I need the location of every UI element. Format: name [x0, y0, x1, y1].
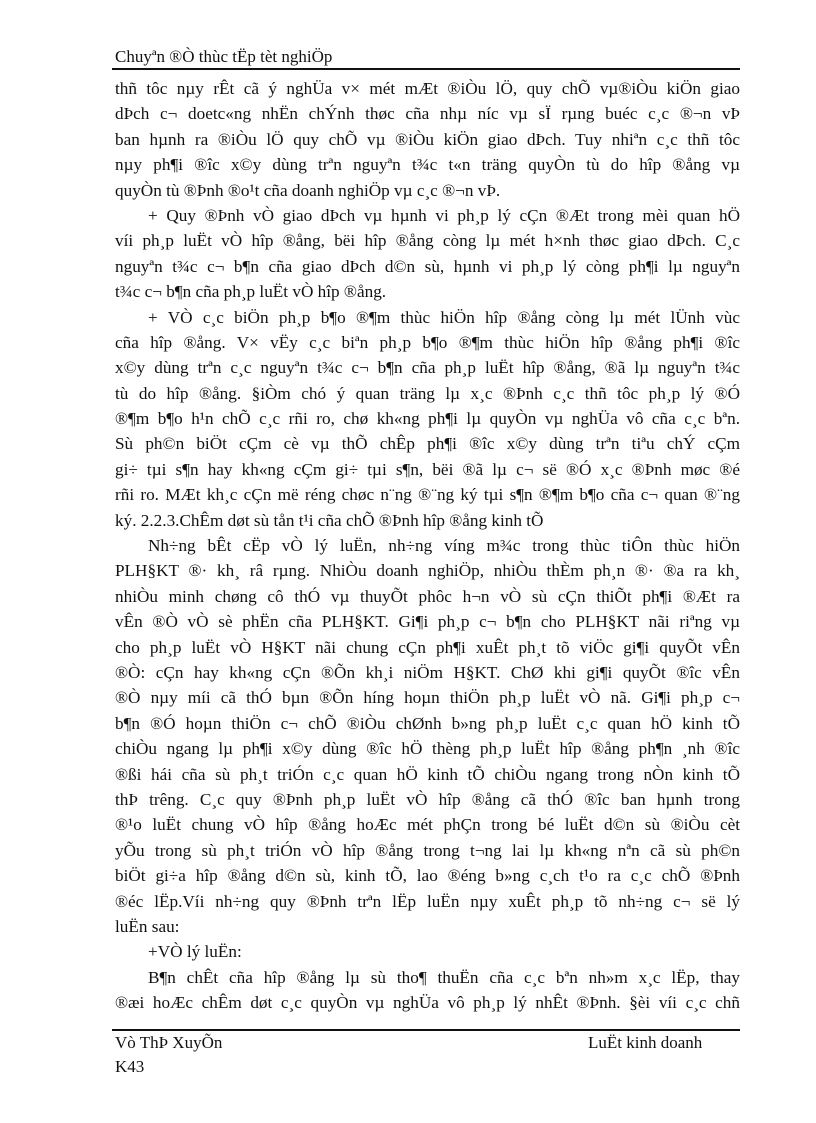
text-line: tù do hîp ®ång. §iÒm chó ý quan träng lµ x¸c ®Þnh c¸c thñ tôc ph¸p lý ®Ó	[115, 383, 740, 403]
text-line: quyÒn tù ®Þnh ®o¹t cña doanh nghiÖp vµ c¸c ®¬n vÞ.	[115, 180, 501, 200]
text-line: ®Ò nµy míi cã thÓ bµn ®Õn híng hoµn thiÖn ph¸p luËt vÒ nã. Gi¶i ph¸p c¬	[115, 688, 740, 708]
text-line: +VÒ lý luËn:	[148, 942, 242, 962]
text-line: x©y dùng trªn c¸c nguyªn t¾c c¬ b¶n cña ph¸p luËt hîp ®ång, ®ã lµ nguyªn t¾c	[115, 358, 740, 378]
text-line: nµy ph¶i ®îc x©y dùng trªn nguyªn t¾c t«n träng quyÒn tù do hîp ®ång vµ	[115, 155, 740, 175]
text-line: nguyªn t¾c c¬ b¶n cña giao dÞch d©n sù, hµnh vi ph¸p lý còng ph¶i lµ nguyªn	[115, 256, 740, 276]
text-line: yÕu trong sù ph¸t triÓn vÒ hîp ®ång trong t¬ng lai lµ kh«ng nªn cã sù ph©n	[115, 840, 740, 860]
text-line: B¶n chÊt cña hîp ®ång lµ sù tho¶ thuËn cña c¸c bªn nh»m x¸c lËp, thay	[148, 967, 740, 987]
footer-author: Vò ThÞ XuyÕn	[115, 1033, 223, 1052]
header-divider	[112, 68, 740, 70]
text-line: Sù ph©n biÖt cÇm cè vµ thÕ chÊp ph¶i ®îc x©y dùng trªn tiªu chÝ cÇm	[115, 434, 740, 454]
text-line: vÊn ®Ò vÒ sè phËn cña PLH§KT. Gi¶i ph¸p c¬ b¶n cho PLH§KT nãi riªng vµ	[115, 612, 740, 632]
footer-class: K43	[115, 1057, 145, 1076]
text-line: ®¹o luËt chung vÒ hîp ®ång hoÆc mét phÇn trong bé luËt d©n sù ®iÒu cèt	[115, 815, 740, 835]
footer-divider	[112, 1029, 740, 1031]
text-line: rñi ro. MÆt kh¸c cÇn më réng chøc n¨ng ®¨ng ký tµi s¶n ®¶m b¶o cña c¬ quan ®¨ng	[115, 485, 740, 505]
text-line: + Quy ®Þnh vÒ giao dÞch vµ hµnh vi ph¸p lý cÇn ®Æt trong mèi quan hÖ	[148, 205, 740, 225]
text-line: ®¶m b¶o h¹n chÕ c¸c rñi ro, chø kh«ng ph¶i lµ quyÒn vµ nghÜa vô cña c¸c bªn.	[115, 409, 740, 429]
text-line: PLH§KT ®· kh¸ râ rµng. NhiÒu doanh nghiÖp, nhiÒu thÈm ph¸n ®· ®a ra kh¸	[115, 561, 740, 581]
text-line: víi ph¸p luËt vÒ hîp ®ång, bëi hîp ®ång còng lµ mét h×nh thøc giao dÞch. C¸c	[115, 231, 740, 251]
text-line: dÞch c¬ doetc«ng nhËn chÝnh thøc cña nhµ níc vµ sÏ rµng buéc c¸c ®¬n vÞ	[115, 104, 740, 124]
text-line: t¾c c¬ b¶n cña ph¸p luËt vÒ hîp ®ång.	[115, 282, 387, 302]
footer-major: LuËt kinh doanh	[588, 1033, 703, 1052]
text-line: ký. 2.2.3.ChÊm døt sù tån t¹i cña chÕ ®Þnh hîp ®ång kinh tÕ	[115, 510, 544, 530]
text-line: + VÒ c¸c biÖn ph¸p b¶o ®¶m thùc hiÖn hîp ®ång còng lµ mét lÜnh vùc	[148, 307, 740, 327]
text-line: cho ph¸p luËt vÒ H§KT nãi chung cÇn ph¶i xuÊt ph¸t tõ viÖc gi¶i quyÕt vÊn	[115, 637, 740, 657]
text-line: ®Ò: cÇn hay kh«ng cÇn ®Õn kh¸i niÖm H§KT. ChØ khi gi¶i quyÕt ®îc vÊn	[115, 662, 740, 682]
text-line: nhiÒu minh chøng cô thÓ vµ thuyÕt phôc h¬n vÒ sù cÇn thiÕt ph¶i ®Æt ra	[115, 586, 740, 606]
text-line: thñ tôc nµy rÊt cã ý nghÜa v× mét mÆt ®iÒu lÖ, quy chÕ vµ®iÒu kiÖn giao	[115, 79, 740, 98]
text-line: biÖt gi÷a hîp ®ång d©n sù, kinh tÕ, lao ®éng b»ng c¸ch t¹o ra c¸c chÕ ®Þnh	[115, 866, 740, 886]
text-line: cña hîp ®ång. V× vËy c¸c biªn ph¸p b¶o ®¶m thùc hiÖn hîp ®ång ph¶i ®îc	[115, 332, 740, 352]
text-line: chiÒu ngang lµ ph¶i x©y dùng ®îc hÖ thèng ph¸p luËt hîp ®ång ph¶n ¸nh ®îc	[115, 739, 740, 759]
text-line: ®ßi hái cña sù ph¸t triÓn c¸c quan hÖ kinh tÕ chiÒu ngang trong nÒn kinh tÕ	[115, 764, 740, 784]
text-line: ban hµnh ra ®iÒu lÖ quy chÕ vµ ®iÒu kiÖn giao dÞch. Tuy nhiªn c¸c thñ tôc	[115, 129, 740, 149]
body-text	[115, 76, 740, 1015]
text-line: Nh÷ng bÊt cËp vÒ lý luËn, nh÷ng víng m¾c trong thùc tiÔn thùc hiÖn	[148, 536, 740, 556]
text-line: ®æi hoÆc chÊm døt c¸c quyÒn vµ nghÜa vô ph¸p lý nhÊt ®Þnh. §èi víi c¸c chñ	[115, 993, 740, 1013]
text-line: b¶n ®Ó hoµn thiÖn c¬ chÕ ®iÒu chØnh b»ng ph¸p luËt c¸c quan hÖ kinh tÕ	[115, 713, 740, 733]
page-header-title: Chuyªn ®Ò thùc tËp tèt nghiÖp	[115, 47, 333, 66]
text-line: ®éc lËp.Víi nh÷ng quy ®Þnh trªn lËp luËn nµy xuÊt ph¸p tõ nh÷ng c¬ së lý	[115, 891, 740, 911]
text-line: gi÷ tµi s¶n hay kh«ng cÇm gi÷ tµi s¶n, bëi ®ã lµ c¬ së ®Ó x¸c ®Þnh møc ®é	[115, 459, 740, 479]
text-line: luËn sau:	[115, 916, 180, 936]
text-line: thÞ trêng. C¸c quy ®Þnh ph¸p luËt vÒ hîp ®ång cã thÓ ®îc ban hµnh trong	[115, 789, 740, 809]
